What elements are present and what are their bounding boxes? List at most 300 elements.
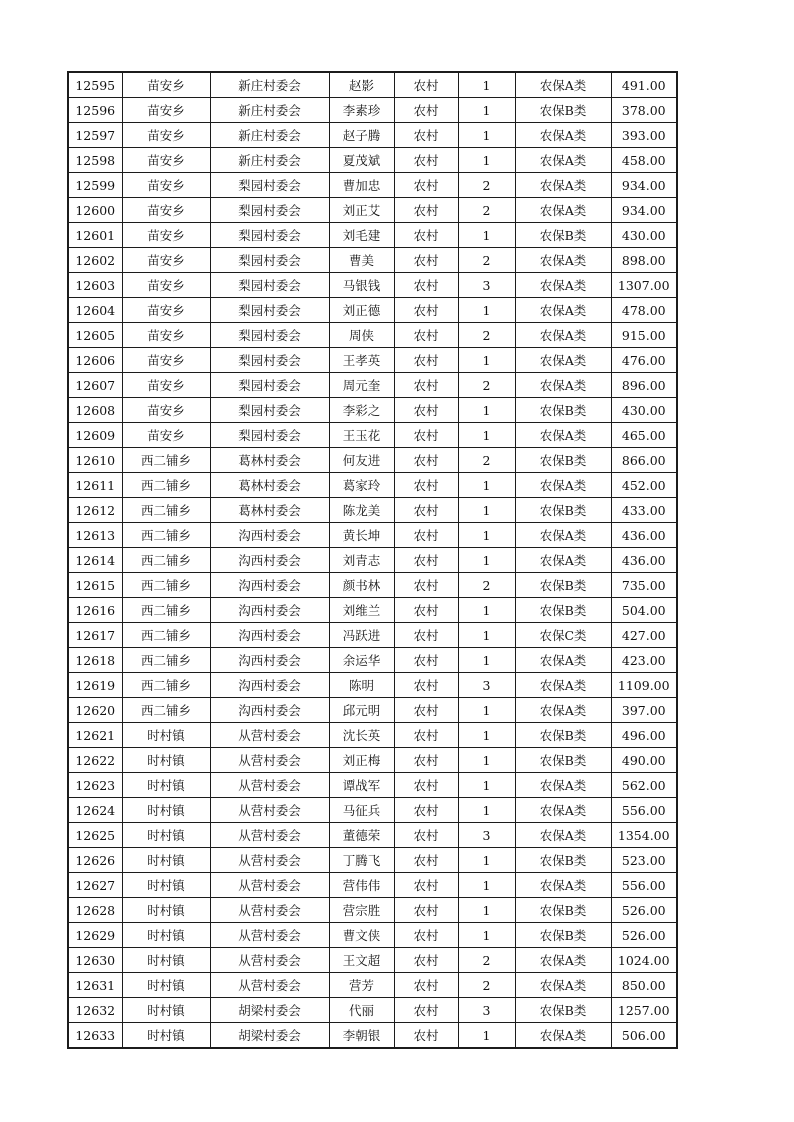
table-cell: 农村 [394,423,458,448]
table-cell: 赵影 [329,72,394,98]
table-cell: 12601 [68,223,122,248]
table-cell: 农村 [394,298,458,323]
table-cell: 农保B类 [515,498,611,523]
table-cell: 1109.00 [611,673,677,698]
table-cell: 时村镇 [122,898,210,923]
table-cell: 西二铺乡 [122,648,210,673]
table-row [68,148,677,173]
table-cell: 农村 [394,348,458,373]
table-cell: 农村 [394,648,458,673]
table-cell: 沟西村委会 [210,698,329,723]
table-cell: 12598 [68,148,122,173]
table-cell: 从营村委会 [210,748,329,773]
table-cell: 12628 [68,898,122,923]
table-row [68,673,677,698]
table-cell: 葛家玲 [329,473,394,498]
table-cell: 1257.00 [611,998,677,1023]
table-row [68,123,677,148]
table-cell: 西二铺乡 [122,698,210,723]
table-cell: 农保B类 [515,448,611,473]
table-cell: 农村 [394,723,458,748]
table-cell: 西二铺乡 [122,673,210,698]
table-cell: 423.00 [611,648,677,673]
table-cell: 冯跃进 [329,623,394,648]
table-row [68,198,677,223]
table-cell: 农保A类 [515,973,611,998]
table-cell: 397.00 [611,698,677,723]
table-cell: 从营村委会 [210,873,329,898]
table-cell: 3 [458,998,515,1023]
table-cell: 农村 [394,198,458,223]
table-cell: 农保A类 [515,873,611,898]
table-cell: 刘毛建 [329,223,394,248]
table-cell: 1 [458,123,515,148]
table-cell: 沟西村委会 [210,598,329,623]
table-cell: 苗安乡 [122,248,210,273]
table-cell: 12619 [68,673,122,698]
table-cell: 1 [458,773,515,798]
table-cell: 苗安乡 [122,298,210,323]
table-cell: 时村镇 [122,948,210,973]
table-cell: 农保B类 [515,223,611,248]
table-cell: 农保A类 [515,423,611,448]
table-cell: 西二铺乡 [122,598,210,623]
table-row [68,498,677,523]
table-row [68,948,677,973]
table-cell: 12613 [68,523,122,548]
table-cell: 农村 [394,773,458,798]
table-cell: 1024.00 [611,948,677,973]
table-row [68,623,677,648]
table-cell: 农村 [394,323,458,348]
table-cell: 12597 [68,123,122,148]
table-cell: 苗安乡 [122,98,210,123]
table-row [68,248,677,273]
table-cell: 1 [458,748,515,773]
table-cell: 523.00 [611,848,677,873]
table-row [68,1023,677,1049]
table-row [68,72,677,98]
table-cell: 2 [458,198,515,223]
table-cell: 农村 [394,898,458,923]
table-cell: 12631 [68,973,122,998]
table-cell: 农保A类 [515,948,611,973]
table-cell: 12632 [68,998,122,1023]
table-cell: 西二铺乡 [122,523,210,548]
table-cell: 3 [458,823,515,848]
table-cell: 刘青志 [329,548,394,573]
table-cell: 梨园村委会 [210,298,329,323]
table-cell: 393.00 [611,123,677,148]
table-cell: 农村 [394,798,458,823]
table-cell: 曹文侠 [329,923,394,948]
table-cell: 马银钱 [329,273,394,298]
table-cell: 12608 [68,398,122,423]
table-cell: 农保B类 [515,598,611,623]
table-cell: 梨园村委会 [210,398,329,423]
table-cell: 526.00 [611,898,677,923]
table-cell: 梨园村委会 [210,198,329,223]
table-cell: 农村 [394,698,458,723]
table-cell: 苗安乡 [122,223,210,248]
table-cell: 12623 [68,773,122,798]
table-cell: 刘正艾 [329,198,394,223]
table-row [68,648,677,673]
table-cell: 1 [458,623,515,648]
table-cell: 12609 [68,423,122,448]
table-cell: 胡梁村委会 [210,998,329,1023]
table-cell: 1 [458,798,515,823]
table-cell: 452.00 [611,473,677,498]
table-cell: 从营村委会 [210,848,329,873]
table-cell: 农保B类 [515,723,611,748]
table-cell: 1 [458,398,515,423]
table-cell: 农村 [394,98,458,123]
table-cell: 葛林村委会 [210,498,329,523]
table-cell: 430.00 [611,398,677,423]
table-cell: 新庄村委会 [210,148,329,173]
table-cell: 梨园村委会 [210,373,329,398]
table-cell: 夏茂斌 [329,148,394,173]
table-row [68,373,677,398]
table-cell: 农保A类 [515,248,611,273]
table-row [68,473,677,498]
table-body [68,72,677,1048]
table-cell: 866.00 [611,448,677,473]
table-cell: 436.00 [611,548,677,573]
table-cell: 周元奎 [329,373,394,398]
table-cell: 农保B类 [515,998,611,1023]
table-cell: 农保A类 [515,548,611,573]
table-cell: 农保B类 [515,98,611,123]
table-row [68,898,677,923]
table-cell: 代丽 [329,998,394,1023]
table-cell: 陈明 [329,673,394,698]
table-cell: 苗安乡 [122,348,210,373]
table-row [68,973,677,998]
table-cell: 农村 [394,823,458,848]
table-cell: 896.00 [611,373,677,398]
table-cell: 12625 [68,823,122,848]
table-cell: 3 [458,273,515,298]
table-cell: 1307.00 [611,273,677,298]
table-cell: 从营村委会 [210,898,329,923]
table-cell: 农保A类 [515,798,611,823]
table-cell: 2 [458,448,515,473]
table-row [68,273,677,298]
table-cell: 491.00 [611,72,677,98]
table-cell: 从营村委会 [210,923,329,948]
table-cell: 王玉花 [329,423,394,448]
table-cell: 12606 [68,348,122,373]
table-cell: 苗安乡 [122,148,210,173]
table-cell: 葛林村委会 [210,473,329,498]
table-cell: 农保B类 [515,898,611,923]
table-cell: 12621 [68,723,122,748]
table-cell: 农村 [394,848,458,873]
table-cell: 12612 [68,498,122,523]
table-row [68,548,677,573]
table-cell: 12602 [68,248,122,273]
table-cell: 490.00 [611,748,677,773]
table-cell: 12607 [68,373,122,398]
table-cell: 董德荣 [329,823,394,848]
table-row [68,523,677,548]
table-cell: 西二铺乡 [122,448,210,473]
table-cell: 农保A类 [515,698,611,723]
table-cell: 李彩之 [329,398,394,423]
table-cell: 433.00 [611,498,677,523]
table-cell: 1 [458,648,515,673]
table-cell: 李朝银 [329,1023,394,1049]
table-cell: 梨园村委会 [210,323,329,348]
table-cell: 2 [458,573,515,598]
table-cell: 从营村委会 [210,798,329,823]
table-cell: 农村 [394,748,458,773]
table-row [68,348,677,373]
table-cell: 农村 [394,523,458,548]
table-row [68,598,677,623]
table-cell: 苗安乡 [122,373,210,398]
table-cell: 12600 [68,198,122,223]
table-cell: 王孝英 [329,348,394,373]
table-cell: 农村 [394,223,458,248]
table-cell: 西二铺乡 [122,623,210,648]
table-cell: 2 [458,373,515,398]
table-cell: 沟西村委会 [210,648,329,673]
table-row [68,573,677,598]
table-cell: 营伟伟 [329,873,394,898]
table-row [68,723,677,748]
table-cell: 梨园村委会 [210,223,329,248]
table-cell: 12616 [68,598,122,623]
table-cell: 从营村委会 [210,773,329,798]
table-cell: 2 [458,973,515,998]
table-cell: 2 [458,248,515,273]
table-cell: 西二铺乡 [122,548,210,573]
table-cell: 农村 [394,448,458,473]
table-cell: 周侠 [329,323,394,348]
table-cell: 12620 [68,698,122,723]
table-cell: 西二铺乡 [122,498,210,523]
table-cell: 556.00 [611,798,677,823]
table-cell: 农保A类 [515,523,611,548]
table-cell: 刘正梅 [329,748,394,773]
table-cell: 496.00 [611,723,677,748]
table-row [68,873,677,898]
table-cell: 2 [458,173,515,198]
table-cell: 378.00 [611,98,677,123]
table-cell: 农村 [394,473,458,498]
table-cell: 735.00 [611,573,677,598]
table-cell: 苗安乡 [122,198,210,223]
table-cell: 915.00 [611,323,677,348]
table-cell: 458.00 [611,148,677,173]
table-cell: 谭战军 [329,773,394,798]
table-cell: 12618 [68,648,122,673]
table-row [68,298,677,323]
table-cell: 12629 [68,923,122,948]
table-cell: 农村 [394,273,458,298]
table-cell: 436.00 [611,523,677,548]
table-cell: 1 [458,1023,515,1049]
table-cell: 农保A类 [515,773,611,798]
table-cell: 504.00 [611,598,677,623]
table-cell: 时村镇 [122,848,210,873]
table-cell: 梨园村委会 [210,248,329,273]
table-cell: 颜书林 [329,573,394,598]
table-row [68,448,677,473]
table-cell: 农保A类 [515,273,611,298]
table-cell: 刘维兰 [329,598,394,623]
table-row [68,323,677,348]
table-row [68,848,677,873]
table-cell: 苗安乡 [122,398,210,423]
table-cell: 农保A类 [515,673,611,698]
table-cell: 农保A类 [515,648,611,673]
table-cell: 476.00 [611,348,677,373]
table-cell: 王文超 [329,948,394,973]
table-cell: 梨园村委会 [210,348,329,373]
table-cell: 丁腾飞 [329,848,394,873]
table-cell: 营芳 [329,973,394,998]
table-row [68,773,677,798]
table-cell: 农保B类 [515,398,611,423]
table-cell: 农村 [394,398,458,423]
table-cell: 465.00 [611,423,677,448]
table-cell: 1354.00 [611,823,677,848]
table-cell: 苗安乡 [122,423,210,448]
table-cell: 沟西村委会 [210,573,329,598]
table-cell: 西二铺乡 [122,573,210,598]
table-cell: 1 [458,423,515,448]
table-cell: 农保A类 [515,123,611,148]
table-cell: 农保A类 [515,173,611,198]
table-cell: 农保A类 [515,148,611,173]
table-cell: 850.00 [611,973,677,998]
table-cell: 新庄村委会 [210,123,329,148]
table-cell: 农村 [394,72,458,98]
table-cell: 12596 [68,98,122,123]
table-cell: 1 [458,498,515,523]
table-cell: 葛林村委会 [210,448,329,473]
table-cell: 农保B类 [515,573,611,598]
table-cell: 12615 [68,573,122,598]
table-cell: 从营村委会 [210,973,329,998]
table-cell: 1 [458,72,515,98]
table-row [68,98,677,123]
table-cell: 苗安乡 [122,173,210,198]
table-cell: 农保C类 [515,623,611,648]
table-cell: 农村 [394,248,458,273]
table-cell: 沟西村委会 [210,673,329,698]
table-cell: 934.00 [611,173,677,198]
table-cell: 曹加忠 [329,173,394,198]
table-cell: 梨园村委会 [210,423,329,448]
table-cell: 苗安乡 [122,72,210,98]
table-cell: 2 [458,323,515,348]
table-cell: 562.00 [611,773,677,798]
table-cell: 农村 [394,973,458,998]
table-cell: 农保A类 [515,823,611,848]
table-cell: 12633 [68,1023,122,1049]
table-cell: 12624 [68,798,122,823]
table-cell: 李素珍 [329,98,394,123]
table-cell: 马征兵 [329,798,394,823]
table-cell: 2 [458,948,515,973]
table-cell: 农村 [394,598,458,623]
table-row [68,223,677,248]
table-cell: 农保B类 [515,923,611,948]
table-cell: 苗安乡 [122,123,210,148]
table-cell: 苗安乡 [122,273,210,298]
table-cell: 从营村委会 [210,723,329,748]
table-cell: 农村 [394,923,458,948]
table-cell: 506.00 [611,1023,677,1049]
table-cell: 农村 [394,498,458,523]
table-row [68,998,677,1023]
table-cell: 从营村委会 [210,823,329,848]
table-cell: 427.00 [611,623,677,648]
table-cell: 12603 [68,273,122,298]
records-table [67,71,678,1049]
table-cell: 12604 [68,298,122,323]
table-cell: 12595 [68,72,122,98]
table-cell: 西二铺乡 [122,473,210,498]
table-cell: 农村 [394,173,458,198]
table-cell: 898.00 [611,248,677,273]
table-cell: 农保A类 [515,72,611,98]
table-cell: 农村 [394,998,458,1023]
table-cell: 刘正德 [329,298,394,323]
table-cell: 农村 [394,123,458,148]
table-cell: 934.00 [611,198,677,223]
table-cell: 农保A类 [515,473,611,498]
table-cell: 1 [458,523,515,548]
table-cell: 12610 [68,448,122,473]
table-cell: 农村 [394,548,458,573]
table-cell: 1 [458,548,515,573]
table-row [68,398,677,423]
table-cell: 农村 [394,873,458,898]
table-cell: 新庄村委会 [210,72,329,98]
table-cell: 时村镇 [122,723,210,748]
table-cell: 赵子腾 [329,123,394,148]
table-cell: 沟西村委会 [210,548,329,573]
table-cell: 农村 [394,623,458,648]
table-cell: 何友进 [329,448,394,473]
table-cell: 胡梁村委会 [210,1023,329,1049]
table-cell: 沈长英 [329,723,394,748]
table-cell: 农保A类 [515,348,611,373]
table-cell: 时村镇 [122,998,210,1023]
table-cell: 12599 [68,173,122,198]
table-cell: 1 [458,848,515,873]
table-cell: 邱元明 [329,698,394,723]
table-cell: 时村镇 [122,748,210,773]
table-cell: 1 [458,698,515,723]
table-cell: 时村镇 [122,798,210,823]
table-cell: 苗安乡 [122,323,210,348]
table-cell: 梨园村委会 [210,173,329,198]
table-cell: 农保B类 [515,748,611,773]
table-cell: 1 [458,473,515,498]
table-cell: 时村镇 [122,823,210,848]
table-cell: 新庄村委会 [210,98,329,123]
table-cell: 526.00 [611,923,677,948]
table-cell: 1 [458,873,515,898]
table-cell: 农村 [394,673,458,698]
